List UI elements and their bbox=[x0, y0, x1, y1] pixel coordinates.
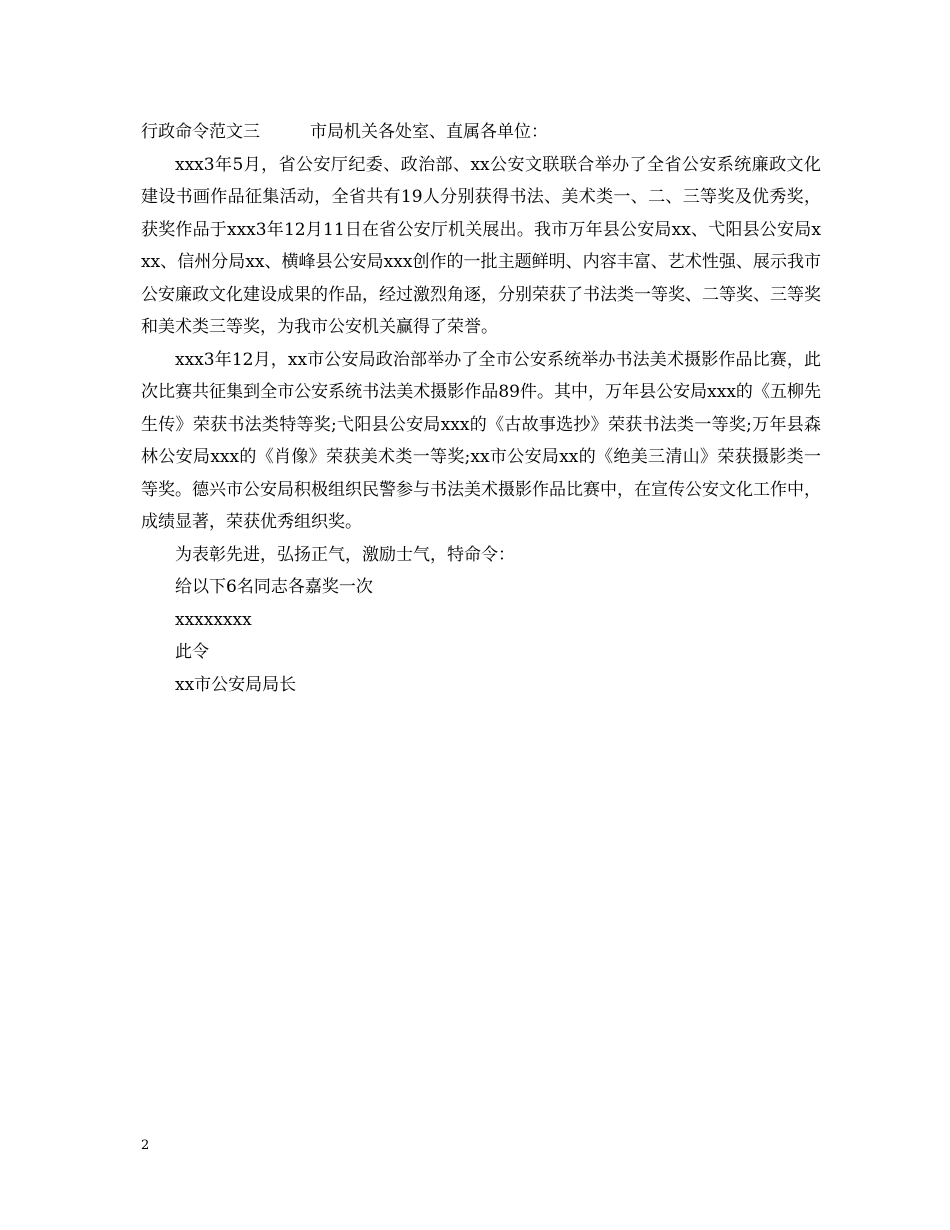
heading-line bbox=[141, 116, 821, 149]
paragraph-order-closing: 此令 bbox=[175, 642, 209, 662]
paragraph-commendation: 给以下6名同志各嘉奖一次 bbox=[175, 577, 373, 597]
addressee: 市局机关各处室、直属各单位： bbox=[310, 122, 548, 142]
paragraph-city-contest: xxx3年12月，xx市公安局政治部举办了全市公安系统举办书法美术摄影作品比赛，此次比赛共征集到全市公安系统书法美术摄影作品89件。其中，万年县公安局xxx的《五柳先生传》荣获书法类特等奖;弋阳县公安局xxx的《古故事选抄》荣获书法类一等奖;万年县森林公安局xxx的《肖像》荣获美术类一等奖;xx市公安局xx的《绝美三清山》荣获摄影类一等奖。德兴市公安局积极组织民警参与书法美术摄影作品比赛中，在宣传公安文化工作中，成绩显著，荣获优秀组织奖。 bbox=[141, 349, 821, 532]
paragraph-order-intro: 为表彰先进，弘扬正气，激励士气，特命令： bbox=[175, 544, 515, 565]
paragraph-names: xxxxxxxx bbox=[175, 609, 252, 630]
document-heading: 行政命令范文三 bbox=[141, 122, 260, 142]
paragraph-provincial-award: xxx3年5月，省公安厅纪委、政治部、xx公安文联联合举办了全省公安系统廉政文化建设书画作品征集活动，全省共有19人分别获得书法、美术类一、二、三等奖及优秀奖，获奖作品于xxx3年12月11日在省公安厅机关展出。我市万年县公安局xx、弋阳县公安局xxx、信州分局xx、横峰县公安局xxx创作的一批主题鲜明、内容丰富、艺术性强、展示我市公安廉政文化建设成果的作品，经过激烈角逐，分别荣获了书法类一等奖、二等奖、三等奖和美术类三等奖，为我市公安机关赢得了荣誉。 bbox=[141, 154, 821, 337]
page-number: 2 bbox=[141, 1138, 150, 1153]
paragraph-signature: xx市公安局局长 bbox=[175, 674, 297, 695]
document-body bbox=[141, 116, 821, 701]
